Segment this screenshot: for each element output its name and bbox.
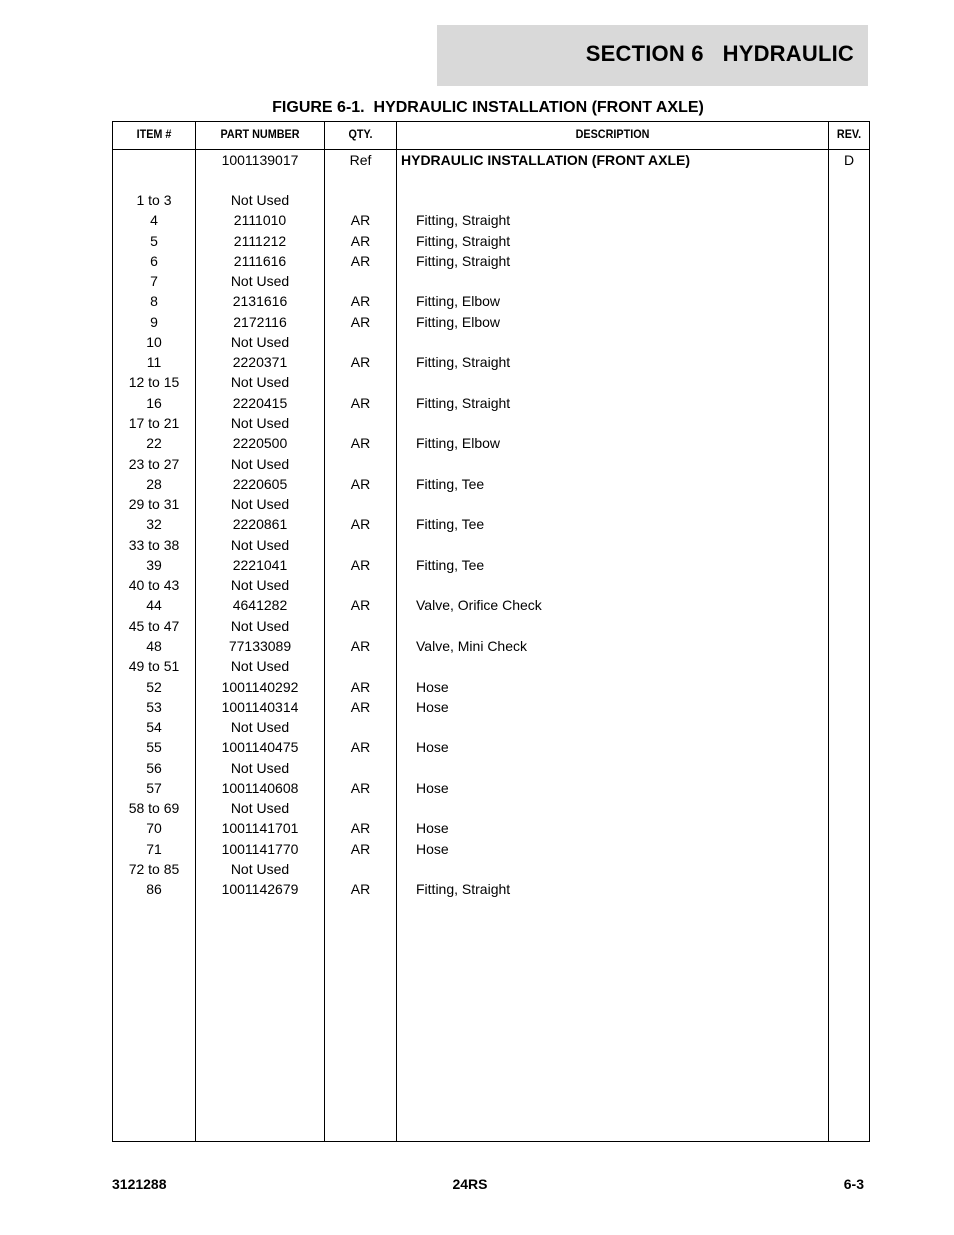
part-number-cell: Not Used [230, 273, 290, 290]
item-cell: 12 to 15 [128, 374, 180, 391]
part-number-cell: 1001140314 [221, 698, 299, 715]
part-number-cell: Not Used [230, 333, 290, 350]
part-number-cell: 1001140475 [221, 739, 299, 756]
part-number-cell: Not Used [230, 800, 290, 817]
item-cell: 58 to 69 [128, 800, 180, 817]
table-row [113, 798, 869, 818]
description-cell: Hose [416, 698, 449, 715]
item-cell: 52 [146, 678, 162, 695]
part-number-cell: 2220415 [232, 394, 288, 411]
part-number-cell: Not Used [230, 577, 290, 594]
part-number-cell: 77133089 [228, 637, 292, 654]
part-number-cell: 1001140608 [221, 779, 299, 796]
qty-cell: AR [350, 881, 371, 898]
qty-cell: AR [350, 820, 371, 837]
table-row [113, 717, 869, 737]
table-row [113, 291, 869, 311]
table-row [113, 636, 869, 656]
description-cell: Hose [416, 820, 449, 837]
part-number-cell: 2111616 [233, 252, 287, 269]
item-cell: 5 [150, 232, 158, 249]
part-number-cell: Not Used [230, 536, 290, 553]
item-cell: 48 [146, 637, 162, 654]
description-cell: Fitting, Elbow [416, 435, 501, 452]
description-cell: Hose [416, 739, 449, 756]
header-description: DESCRIPTION [575, 127, 650, 141]
part-number-cell: 2111212 [233, 232, 287, 249]
part-number-cell: Not Used [230, 617, 290, 634]
table-row [113, 595, 869, 615]
parts-table [112, 121, 870, 1142]
table-row [113, 778, 869, 798]
description-cell: Hose [416, 779, 449, 796]
item-cell: 56 [146, 759, 162, 776]
table-row [113, 413, 869, 433]
qty-cell: AR [350, 313, 371, 330]
item-cell: 11 [146, 354, 162, 371]
part-number-cell: 2221041 [232, 556, 288, 573]
table-row [113, 332, 869, 352]
part-number-cell: 1001140292 [221, 678, 299, 695]
item-cell: 86 [146, 881, 162, 898]
part-number-cell: 2111010 [233, 212, 287, 229]
figure-title: FIGURE 6-1. HYDRAULIC INSTALLATION (FRONT AXLE) [272, 99, 704, 116]
part-number-cell: Not Used [230, 374, 290, 391]
description-cell: Fitting, Elbow [416, 293, 501, 310]
part-number-cell: 2172116 [233, 313, 287, 330]
part-number-cell: Not Used [230, 860, 290, 877]
description-cell: Fitting, Straight [416, 252, 511, 269]
table-row [113, 251, 869, 271]
part-number-cell: Not Used [230, 719, 290, 735]
item-cell: 29 to 31 [128, 496, 180, 513]
qty-cell: AR [350, 678, 371, 695]
part-number-cell: Not Used [230, 455, 290, 472]
footer-manual-number: 3121288 [112, 1176, 167, 1192]
description-cell: Hose [416, 840, 449, 857]
table-row [113, 474, 869, 494]
item-cell: 33 to 38 [128, 536, 180, 553]
qty-cell: AR [350, 556, 371, 573]
rev-cell: D [843, 152, 855, 168]
table-row [113, 210, 869, 230]
header-rev: REV. [836, 127, 862, 141]
item-cell: 9 [150, 313, 158, 330]
qty-cell: AR [350, 435, 371, 452]
header-part-number: PART NUMBER [220, 127, 300, 141]
assembly-row [113, 150, 869, 170]
table-row [113, 514, 869, 534]
item-cell: 72 to 85 [128, 860, 180, 877]
part-number-cell: 2131616 [232, 293, 288, 310]
qty-cell: AR [350, 293, 371, 310]
item-cell: 45 to 47 [128, 617, 180, 634]
item-cell: 16 [146, 394, 162, 411]
part-number-cell: 2220861 [232, 516, 288, 533]
description-cell: Valve, Orifice Check [416, 597, 542, 614]
item-cell: 10 [146, 333, 162, 350]
part-number-cell: Not Used [230, 415, 290, 431]
table-row [113, 697, 869, 717]
section-title: SECTION 6 HYDRAULIC [585, 41, 854, 66]
footer-model: 24RS [452, 1176, 488, 1192]
part-number-cell: Not Used [230, 759, 290, 776]
table-row [113, 433, 869, 453]
table-row [113, 677, 869, 697]
part-number-cell: 1001141770 [221, 840, 299, 857]
table-row [113, 231, 869, 251]
description-cell: Fitting, Tee [416, 556, 485, 573]
table-row [113, 575, 869, 595]
qty-cell: AR [350, 637, 371, 654]
table-row [113, 271, 869, 291]
qty-cell: AR [350, 597, 371, 614]
table-row [113, 616, 869, 636]
table-row [113, 190, 869, 210]
description-cell: Valve, Mini Check [416, 637, 528, 654]
table-row [113, 737, 869, 757]
item-cell: 22 [146, 435, 162, 452]
part-number-cell: Not Used [230, 658, 290, 675]
item-cell: 70 [146, 820, 162, 837]
item-cell: 17 to 21 [128, 415, 180, 431]
item-cell: 71 [146, 840, 162, 857]
description-cell: Fitting, Elbow [416, 313, 501, 330]
qty-cell: AR [350, 394, 371, 411]
header-item: ITEM # [136, 127, 172, 141]
qty-cell: AR [350, 354, 371, 371]
item-cell: 55 [146, 739, 162, 756]
table-row [113, 818, 869, 838]
item-cell: 8 [150, 293, 158, 310]
part-number-cell: 1001142679 [221, 881, 299, 898]
description-cell: Hose [416, 678, 449, 695]
item-cell: 39 [146, 556, 162, 573]
qty-cell: AR [350, 516, 371, 533]
table-row [113, 879, 869, 899]
qty-cell: AR [350, 779, 371, 796]
item-cell: 6 [150, 252, 158, 269]
table-row [113, 454, 869, 474]
item-cell: 7 [150, 273, 158, 290]
item-cell: 40 to 43 [128, 577, 180, 594]
part-number-cell: 2220605 [232, 475, 288, 492]
qty-cell: AR [350, 232, 371, 249]
part-number-cell: 2220371 [232, 354, 288, 371]
item-cell: 54 [146, 719, 162, 735]
part-number-cell: 2220500 [232, 435, 288, 452]
item-cell: 4 [150, 212, 158, 229]
qty-cell: AR [350, 739, 371, 756]
qty-cell: AR [350, 475, 371, 492]
description-cell: HYDRAULIC INSTALLATION (FRONT AXLE) [401, 152, 691, 168]
description-cell: Fitting, Straight [416, 232, 511, 249]
qty-cell: Ref [349, 152, 372, 168]
part-number-cell: Not Used [230, 496, 290, 513]
table-row [113, 372, 869, 392]
description-cell: Fitting, Straight [416, 354, 511, 371]
item-cell: 23 to 27 [128, 455, 180, 472]
qty-cell: AR [350, 698, 371, 715]
table-row [113, 393, 869, 413]
part-number-cell: Not Used [230, 192, 290, 208]
description-cell: Fitting, Straight [416, 394, 511, 411]
item-cell: 49 to 51 [128, 658, 180, 675]
qty-cell: AR [350, 840, 371, 857]
table-row [113, 839, 869, 859]
part-number-cell: 4641282 [232, 597, 288, 614]
item-cell: 1 to 3 [136, 192, 172, 208]
table-row [113, 535, 869, 555]
item-cell: 57 [146, 779, 162, 796]
item-cell: 28 [146, 475, 162, 492]
item-cell: 32 [146, 516, 162, 533]
item-cell: 44 [146, 597, 162, 614]
qty-cell: AR [350, 252, 371, 269]
part-number-cell: 1001139017 [221, 152, 299, 168]
table-row [113, 494, 869, 514]
table-row [113, 859, 869, 879]
part-number-cell: 1001141701 [221, 820, 299, 837]
table-row [113, 352, 869, 372]
header-qty: QTY. [348, 127, 373, 141]
description-cell: Fitting, Straight [416, 212, 511, 229]
description-cell: Fitting, Straight [416, 881, 511, 898]
footer-page-number: 6-3 [843, 1176, 864, 1192]
qty-cell: AR [350, 212, 371, 229]
table-row [113, 555, 869, 575]
description-cell: Fitting, Tee [416, 516, 485, 533]
table-row [113, 312, 869, 332]
section-header-box [437, 25, 868, 86]
item-cell: 53 [146, 698, 162, 715]
table-row [113, 758, 869, 778]
description-cell: Fitting, Tee [416, 475, 485, 492]
table-row [113, 656, 869, 676]
